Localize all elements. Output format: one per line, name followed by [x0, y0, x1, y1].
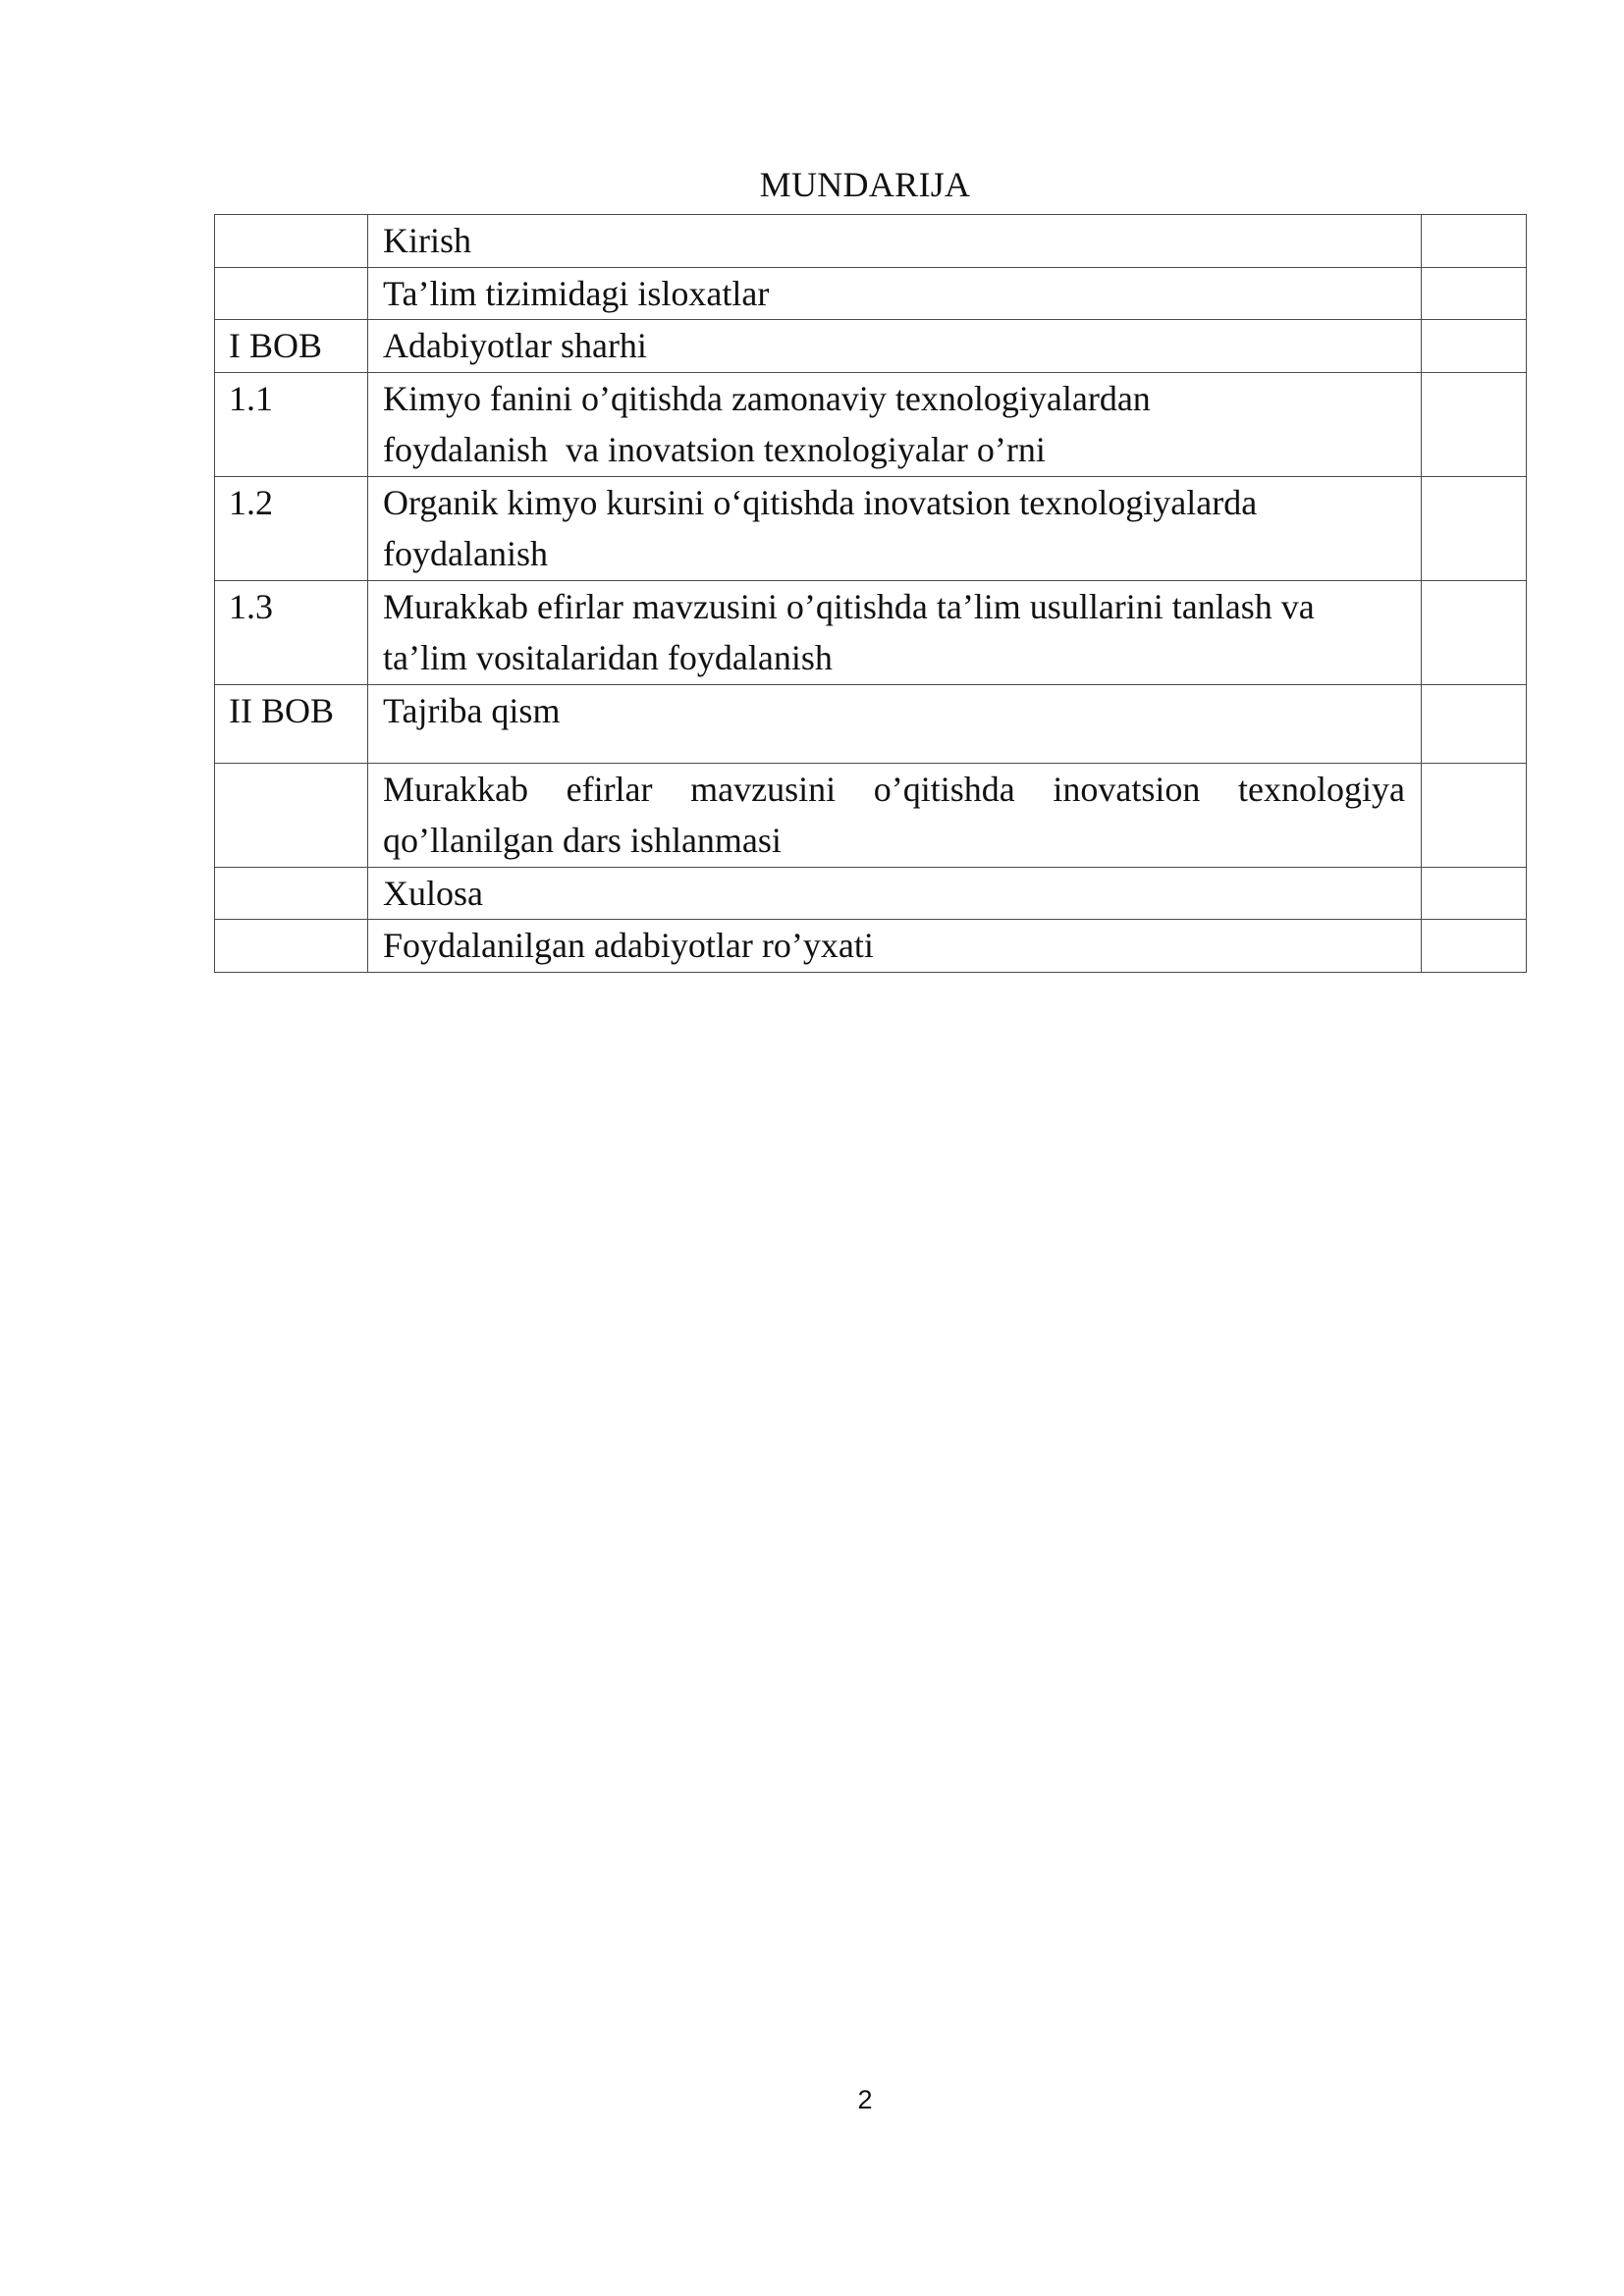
toc-row-title [368, 372, 1422, 476]
toc-row-title-line: Murakkab efirlar mavzusini o’qitishda inovatsion texnologiya [383, 769, 1405, 809]
toc-row-number [215, 867, 368, 920]
toc-row-number: 1.1 [215, 372, 368, 476]
toc-row-page [1422, 920, 1527, 973]
toc-row-page [1422, 867, 1527, 920]
toc-row-title [368, 763, 1422, 867]
toc-row-number: 1.3 [215, 580, 368, 684]
toc-row-title-line: Kimyo fanini o’qitishda zamonaviy texnologiyalardan [383, 378, 1151, 418]
toc-row-number: II BOB [215, 684, 368, 763]
toc-row-title: Adabiyotlar sharhi [368, 320, 1422, 373]
toc-row-chapter-1[interactable] [215, 320, 1527, 373]
toc-row-number [215, 920, 368, 973]
toc-row-title-line: qo’llanilgan dars ishlanmasi [383, 821, 782, 860]
toc-row-title-line: foydalanish va inovatsion texnologiyalar o’rni [383, 430, 1046, 469]
toc-row-page [1422, 476, 1527, 580]
toc-row-title: Xulosa [368, 867, 1422, 920]
toc-row-kirish[interactable] [215, 215, 1527, 268]
toc-row-title [368, 580, 1422, 684]
toc-row-title-line: ta’lim vositalaridan foydalanish [383, 638, 833, 677]
toc-heading: MUNDARIJA [759, 165, 971, 204]
toc-row-lesson-plan[interactable] [215, 763, 1527, 867]
page-number: 2 [857, 2085, 873, 2114]
toc-row-1-3[interactable] [215, 580, 1527, 684]
toc-row-page [1422, 320, 1527, 373]
toc-row-1-1[interactable] [215, 372, 1527, 476]
toc-row-page [1422, 763, 1527, 867]
toc-row-title: Kirish [368, 215, 1422, 268]
toc-row-title: Ta’lim tizimidagi isloxatlar [368, 267, 1422, 320]
toc-row-page [1422, 684, 1527, 763]
toc-row-title: Tajriba qism [368, 684, 1422, 763]
toc-row-number [215, 215, 368, 268]
toc-row-title-line: Murakkab efirlar mavzusini o’qitishda ta’lim usullarini tanlash va [383, 586, 1315, 626]
toc-row-references[interactable] [215, 920, 1527, 973]
toc-row-xulosa[interactable] [215, 867, 1527, 920]
toc-row-title-line: foydalanish [383, 534, 548, 573]
toc-row-page [1422, 580, 1527, 684]
toc-row-islohotlar[interactable] [215, 267, 1527, 320]
toc-row-1-2[interactable] [215, 476, 1527, 580]
toc-row-page [1422, 372, 1527, 476]
toc-row-number [215, 763, 368, 867]
toc-row-title: Foydalanilgan adabiyotlar ro’yxati [368, 920, 1422, 973]
toc-row-title-line: Organik kimyo kursini o‘qitishda inovatsion texnologiyalarda [383, 482, 1258, 522]
toc-row-chapter-2[interactable] [215, 684, 1527, 763]
toc-row-number: I BOB [215, 320, 368, 373]
table-of-contents [214, 214, 1527, 973]
toc-row-number: 1.2 [215, 476, 368, 580]
toc-row-page [1422, 215, 1527, 268]
toc-row-number [215, 267, 368, 320]
toc-row-title [368, 476, 1422, 580]
toc-row-page [1422, 267, 1527, 320]
